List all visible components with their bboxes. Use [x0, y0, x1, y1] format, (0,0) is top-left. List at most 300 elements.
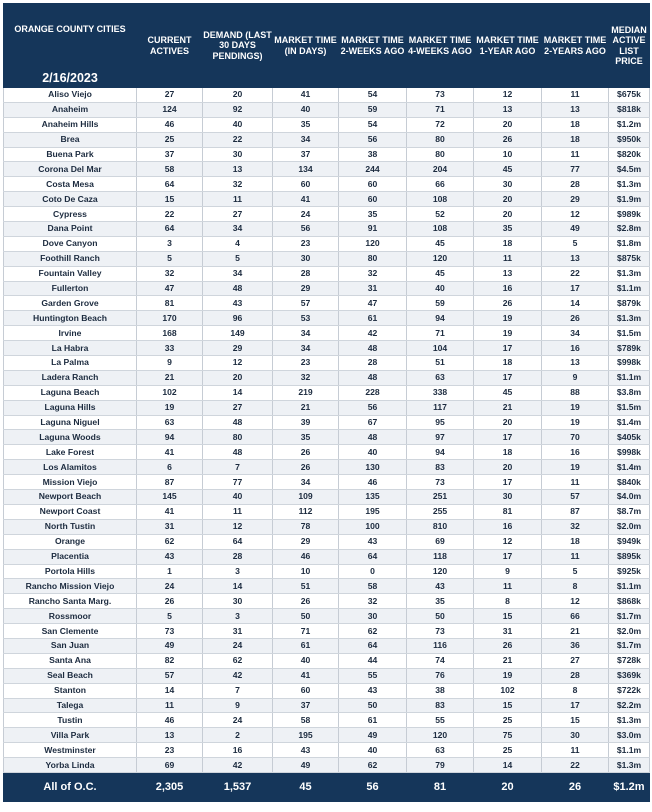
demand-cell: 16 [203, 743, 273, 758]
city-name-cell: La Palma [4, 356, 137, 371]
market-time-2w-cell: 59 [339, 102, 407, 117]
table-row [4, 430, 650, 445]
market-time-2y-cell: 36 [542, 638, 609, 653]
market-time-2y-cell: 87 [542, 504, 609, 519]
city-name-cell: Foothill Ranch [4, 251, 137, 266]
current-actives-cell: 13 [137, 728, 203, 743]
market-time-1y-cell: 102 [474, 683, 542, 698]
current-actives-cell: 82 [137, 653, 203, 668]
market-time-1y-cell: 31 [474, 624, 542, 639]
market-time-4w-cell: 94 [407, 311, 474, 326]
market-time-1y-cell: 18 [474, 236, 542, 251]
table-row [4, 638, 650, 653]
median-price-cell: $820k [609, 147, 650, 162]
market-time-4w-cell: 59 [407, 296, 474, 311]
city-name-cell: Fountain Valley [4, 266, 137, 281]
market-time-cell: 35 [273, 117, 339, 132]
market-time-2w-cell: 60 [339, 192, 407, 207]
demand-cell: 29 [203, 341, 273, 356]
current-actives-cell: 25 [137, 132, 203, 147]
current-actives-cell: 3 [137, 236, 203, 251]
market-time-cell: 195 [273, 728, 339, 743]
table-row [4, 758, 650, 773]
market-time-4w-cell: 118 [407, 549, 474, 564]
market-time-cell: 49 [273, 758, 339, 773]
market-time-2y-cell: 18 [542, 117, 609, 132]
market-time-1y-cell: 16 [474, 281, 542, 296]
market-time-1y-cell: 35 [474, 222, 542, 237]
city-name-cell: Corona Del Mar [4, 162, 137, 177]
table-row [4, 698, 650, 713]
current-actives-cell: 57 [137, 668, 203, 683]
market-time-cell: 23 [273, 236, 339, 251]
median-price-cell: $722k [609, 683, 650, 698]
demand-cell: 77 [203, 475, 273, 490]
median-price-cell: $1.7m [609, 609, 650, 624]
demand-cell: 30 [203, 147, 273, 162]
market-time-4w-cell: 43 [407, 579, 474, 594]
city-name-cell: Laguna Hills [4, 400, 137, 415]
median-price-cell: $3.8m [609, 385, 650, 400]
city-name-cell: Dana Point [4, 222, 137, 237]
current-actives-cell: 62 [137, 534, 203, 549]
market-time-cell: 34 [273, 475, 339, 490]
demand-cell: 34 [203, 222, 273, 237]
median-price-cell: $2.0m [609, 519, 650, 534]
market-time-2y-cell: 27 [542, 653, 609, 668]
demand-cell: 28 [203, 549, 273, 564]
current-actives-cell: 49 [137, 638, 203, 653]
median-price-cell: $818k [609, 102, 650, 117]
col-header-median-price: MEDIAN ACTIVE LIST PRICE [609, 4, 650, 88]
market-time-cell: 41 [273, 668, 339, 683]
market-time-4w-cell: 66 [407, 177, 474, 192]
market-time-4w-cell: 338 [407, 385, 474, 400]
market-time-2y-cell: 26 [542, 311, 609, 326]
market-time-2w-cell: 56 [339, 132, 407, 147]
current-actives-cell: 14 [137, 683, 203, 698]
table-row [4, 236, 650, 251]
city-name-cell: Seal Beach [4, 668, 137, 683]
market-time-2w-cell: 40 [339, 445, 407, 460]
market-time-1y-cell: 20 [474, 192, 542, 207]
demand-cell: 24 [203, 638, 273, 653]
demand-cell: 32 [203, 177, 273, 192]
demand-cell: 42 [203, 758, 273, 773]
demand-cell: 2 [203, 728, 273, 743]
median-price-cell: $1.3m [609, 311, 650, 326]
market-time-2y-cell: 13 [542, 102, 609, 117]
market-time-cell: 219 [273, 385, 339, 400]
current-actives-cell: 19 [137, 400, 203, 415]
current-actives-cell: 63 [137, 415, 203, 430]
market-time-2w-cell: 32 [339, 594, 407, 609]
market-time-2w-cell: 35 [339, 207, 407, 222]
city-name-cell: Rossmoor [4, 609, 137, 624]
market-time-2y-cell: 57 [542, 490, 609, 505]
market-time-cell: 58 [273, 713, 339, 728]
market-time-cell: 134 [273, 162, 339, 177]
city-name-cell: Rancho Santa Marg. [4, 594, 137, 609]
current-actives-cell: 24 [137, 579, 203, 594]
median-price-cell: $1.5m [609, 400, 650, 415]
current-actives-cell: 11 [137, 698, 203, 713]
market-time-4w-cell: 116 [407, 638, 474, 653]
market-time-2w-cell: 62 [339, 758, 407, 773]
market-time-4w-cell: 95 [407, 415, 474, 430]
median-price-cell: $998k [609, 356, 650, 371]
demand-cell: 80 [203, 430, 273, 445]
city-name-cell: Buena Park [4, 147, 137, 162]
median-price-cell: $1.1m [609, 579, 650, 594]
city-name-cell: Tustin [4, 713, 137, 728]
median-price-cell: $2.0m [609, 624, 650, 639]
demand-cell: 14 [203, 579, 273, 594]
current-actives-cell: 69 [137, 758, 203, 773]
city-name-cell: Santa Ana [4, 653, 137, 668]
market-time-1y-cell: 21 [474, 653, 542, 668]
market-time-1y-cell: 81 [474, 504, 542, 519]
market-time-cell: 30 [273, 251, 339, 266]
demand-cell: 3 [203, 564, 273, 579]
market-time-4w-cell: 73 [407, 475, 474, 490]
market-time-cell: 53 [273, 311, 339, 326]
market-time-2w-cell: 40 [339, 743, 407, 758]
table-row [4, 445, 650, 460]
current-actives-cell: 21 [137, 370, 203, 385]
current-actives-cell: 81 [137, 296, 203, 311]
current-actives-cell: 58 [137, 162, 203, 177]
table-row [4, 668, 650, 683]
table-row [4, 564, 650, 579]
demand-cell: 3 [203, 609, 273, 624]
table-row [4, 177, 650, 192]
market-time-2y-cell: 11 [542, 147, 609, 162]
city-name-cell: Stanton [4, 683, 137, 698]
city-name-cell: Anaheim Hills [4, 117, 137, 132]
current-actives-cell: 43 [137, 549, 203, 564]
median-price-cell: $789k [609, 341, 650, 356]
demand-cell: 11 [203, 192, 273, 207]
market-time-4w-cell: 97 [407, 430, 474, 445]
median-price-cell: $1.4m [609, 460, 650, 475]
total-cell: 2,305 [137, 772, 203, 801]
current-actives-cell: 46 [137, 713, 203, 728]
current-actives-cell: 15 [137, 192, 203, 207]
market-time-2y-cell: 32 [542, 519, 609, 534]
table-row [4, 192, 650, 207]
market-time-4w-cell: 120 [407, 251, 474, 266]
table-row [4, 400, 650, 415]
market-time-2y-cell: 8 [542, 579, 609, 594]
median-price-cell: $1.1m [609, 743, 650, 758]
median-price-cell: $1.3m [609, 177, 650, 192]
market-time-1y-cell: 11 [474, 251, 542, 266]
table-row [4, 117, 650, 132]
market-time-2y-cell: 66 [542, 609, 609, 624]
market-time-2w-cell: 60 [339, 177, 407, 192]
market-time-2y-cell: 15 [542, 713, 609, 728]
total-cell: 1,537 [203, 772, 273, 801]
market-time-cell: 78 [273, 519, 339, 534]
current-actives-cell: 168 [137, 326, 203, 341]
market-time-4w-cell: 50 [407, 609, 474, 624]
market-time-1y-cell: 15 [474, 609, 542, 624]
market-time-1y-cell: 30 [474, 177, 542, 192]
market-time-2w-cell: 48 [339, 341, 407, 356]
market-time-2w-cell: 42 [339, 326, 407, 341]
market-time-4w-cell: 71 [407, 102, 474, 117]
market-time-1y-cell: 13 [474, 102, 542, 117]
city-name-cell: San Clemente [4, 624, 137, 639]
market-time-cell: 37 [273, 698, 339, 713]
report-date: 2/16/2023 [42, 70, 98, 85]
demand-cell: 12 [203, 356, 273, 371]
market-time-2y-cell: 17 [542, 698, 609, 713]
market-time-4w-cell: 69 [407, 534, 474, 549]
city-name-cell: Aliso Viejo [4, 88, 137, 103]
market-time-2y-cell: 28 [542, 668, 609, 683]
market-time-4w-cell: 76 [407, 668, 474, 683]
demand-cell: 31 [203, 624, 273, 639]
market-time-2w-cell: 62 [339, 624, 407, 639]
market-time-1y-cell: 17 [474, 475, 542, 490]
market-time-cell: 46 [273, 549, 339, 564]
market-time-2y-cell: 88 [542, 385, 609, 400]
market-time-1y-cell: 18 [474, 356, 542, 371]
market-time-cell: 41 [273, 192, 339, 207]
market-time-1y-cell: 25 [474, 743, 542, 758]
market-time-2w-cell: 80 [339, 251, 407, 266]
median-price-cell: $950k [609, 132, 650, 147]
market-time-cell: 112 [273, 504, 339, 519]
market-time-cell: 40 [273, 653, 339, 668]
city-name-cell: Orange [4, 534, 137, 549]
demand-cell: 20 [203, 88, 273, 103]
market-time-2w-cell: 228 [339, 385, 407, 400]
current-actives-cell: 170 [137, 311, 203, 326]
market-time-2y-cell: 30 [542, 728, 609, 743]
median-price-cell: $2.8m [609, 222, 650, 237]
city-name-cell: Laguna Niguel [4, 415, 137, 430]
market-time-2w-cell: 130 [339, 460, 407, 475]
demand-cell: 64 [203, 534, 273, 549]
current-actives-cell: 64 [137, 222, 203, 237]
median-price-cell: $369k [609, 668, 650, 683]
market-time-2w-cell: 55 [339, 668, 407, 683]
market-time-cell: 43 [273, 743, 339, 758]
median-price-cell: $1.9m [609, 192, 650, 207]
market-time-4w-cell: 72 [407, 117, 474, 132]
table-row [4, 88, 650, 103]
table-row [4, 162, 650, 177]
table-row [4, 132, 650, 147]
table-row [4, 549, 650, 564]
median-price-cell: $879k [609, 296, 650, 311]
current-actives-cell: 22 [137, 207, 203, 222]
table-row [4, 370, 650, 385]
market-time-1y-cell: 16 [474, 519, 542, 534]
market-time-2w-cell: 32 [339, 266, 407, 281]
table-row [4, 222, 650, 237]
market-time-4w-cell: 45 [407, 266, 474, 281]
city-name-cell: North Tustin [4, 519, 137, 534]
current-actives-cell: 26 [137, 594, 203, 609]
region-header-cell [4, 4, 137, 88]
median-price-cell: $3.0m [609, 728, 650, 743]
market-time-1y-cell: 25 [474, 713, 542, 728]
market-time-2w-cell: 30 [339, 609, 407, 624]
demand-cell: 4 [203, 236, 273, 251]
market-time-cell: 26 [273, 594, 339, 609]
market-time-2y-cell: 5 [542, 564, 609, 579]
table-row [4, 534, 650, 549]
market-time-2y-cell: 12 [542, 207, 609, 222]
median-price-cell: $1.3m [609, 758, 650, 773]
median-price-cell: $989k [609, 207, 650, 222]
table-row [4, 341, 650, 356]
market-time-2y-cell: 5 [542, 236, 609, 251]
market-time-1y-cell: 17 [474, 370, 542, 385]
market-time-1y-cell: 45 [474, 162, 542, 177]
market-time-2y-cell: 16 [542, 341, 609, 356]
market-time-2w-cell: 135 [339, 490, 407, 505]
total-row [4, 772, 650, 801]
demand-cell: 20 [203, 370, 273, 385]
market-time-2w-cell: 195 [339, 504, 407, 519]
market-time-2w-cell: 38 [339, 147, 407, 162]
table-footer [4, 772, 650, 801]
demand-cell: 34 [203, 266, 273, 281]
market-time-4w-cell: 251 [407, 490, 474, 505]
demand-cell: 14 [203, 385, 273, 400]
market-time-1y-cell: 19 [474, 326, 542, 341]
city-name-cell: Cypress [4, 207, 137, 222]
demand-cell: 149 [203, 326, 273, 341]
city-name-cell: Laguna Beach [4, 385, 137, 400]
market-time-2y-cell: 28 [542, 177, 609, 192]
demand-cell: 11 [203, 504, 273, 519]
market-time-2y-cell: 8 [542, 683, 609, 698]
table-row [4, 475, 650, 490]
market-time-cell: 35 [273, 430, 339, 445]
median-price-cell: $1.7m [609, 638, 650, 653]
city-name-cell: Irvine [4, 326, 137, 341]
median-price-cell: $8.7m [609, 504, 650, 519]
city-name-cell: San Juan [4, 638, 137, 653]
market-time-2y-cell: 77 [542, 162, 609, 177]
market-time-2y-cell: 49 [542, 222, 609, 237]
median-price-cell: $1.1m [609, 370, 650, 385]
market-time-cell: 71 [273, 624, 339, 639]
market-time-2w-cell: 44 [339, 653, 407, 668]
median-price-cell: $2.2m [609, 698, 650, 713]
table-row [4, 490, 650, 505]
market-time-4w-cell: 52 [407, 207, 474, 222]
city-name-cell: Newport Coast [4, 504, 137, 519]
demand-cell: 40 [203, 490, 273, 505]
col-header-market-time: MARKET TIME (IN DAYS) [273, 4, 339, 88]
table-row [4, 251, 650, 266]
market-time-2w-cell: 67 [339, 415, 407, 430]
table-row [4, 683, 650, 698]
demand-cell: 48 [203, 281, 273, 296]
median-price-cell: $4.5m [609, 162, 650, 177]
market-time-4w-cell: 255 [407, 504, 474, 519]
demand-cell: 43 [203, 296, 273, 311]
market-time-4w-cell: 80 [407, 132, 474, 147]
market-time-1y-cell: 8 [474, 594, 542, 609]
market-time-2w-cell: 61 [339, 713, 407, 728]
table-row [4, 281, 650, 296]
market-time-cell: 29 [273, 534, 339, 549]
market-time-cell: 26 [273, 460, 339, 475]
col-header-market-time-2y: MARKET TIME 2-YEARS AGO [542, 4, 609, 88]
table-body [4, 88, 650, 773]
current-actives-cell: 47 [137, 281, 203, 296]
market-time-1y-cell: 18 [474, 445, 542, 460]
city-name-cell: Dove Canyon [4, 236, 137, 251]
market-time-cell: 60 [273, 177, 339, 192]
market-time-2w-cell: 50 [339, 698, 407, 713]
market-time-cell: 41 [273, 88, 339, 103]
market-time-2y-cell: 13 [542, 251, 609, 266]
market-time-2y-cell: 22 [542, 758, 609, 773]
market-time-4w-cell: 108 [407, 192, 474, 207]
city-name-cell: Talega [4, 698, 137, 713]
current-actives-cell: 41 [137, 445, 203, 460]
market-time-4w-cell: 45 [407, 236, 474, 251]
total-cell: 26 [542, 772, 609, 801]
market-time-4w-cell: 63 [407, 743, 474, 758]
total-cell: 81 [407, 772, 474, 801]
city-name-cell: Los Alamitos [4, 460, 137, 475]
table-row [4, 356, 650, 371]
city-name-cell: Portola Hills [4, 564, 137, 579]
city-name-cell: Villa Park [4, 728, 137, 743]
market-time-2w-cell: 64 [339, 549, 407, 564]
market-time-2w-cell: 120 [339, 236, 407, 251]
market-time-4w-cell: 108 [407, 222, 474, 237]
market-time-cell: 37 [273, 147, 339, 162]
city-name-cell: Laguna Woods [4, 430, 137, 445]
demand-cell: 27 [203, 400, 273, 415]
market-time-1y-cell: 12 [474, 88, 542, 103]
market-time-cell: 50 [273, 609, 339, 624]
market-time-cell: 28 [273, 266, 339, 281]
current-actives-cell: 87 [137, 475, 203, 490]
median-price-cell: $998k [609, 445, 650, 460]
current-actives-cell: 5 [137, 609, 203, 624]
table-row [4, 609, 650, 624]
market-time-2y-cell: 34 [542, 326, 609, 341]
market-time-4w-cell: 120 [407, 728, 474, 743]
col-header-market-time-1y: MARKET TIME 1-YEAR AGO [474, 4, 542, 88]
table-row [4, 519, 650, 534]
table-row [4, 102, 650, 117]
market-time-1y-cell: 14 [474, 758, 542, 773]
col-header-market-time-4w: MARKET TIME 4-WEEKS AGO [407, 4, 474, 88]
current-actives-cell: 102 [137, 385, 203, 400]
current-actives-cell: 73 [137, 624, 203, 639]
current-actives-cell: 27 [137, 88, 203, 103]
demand-cell: 13 [203, 162, 273, 177]
median-price-cell: $1.5m [609, 326, 650, 341]
market-time-2w-cell: 48 [339, 370, 407, 385]
col-header-current-actives: CURRENT ACTIVES [137, 4, 203, 88]
median-price-cell: $1.4m [609, 415, 650, 430]
table-row [4, 296, 650, 311]
